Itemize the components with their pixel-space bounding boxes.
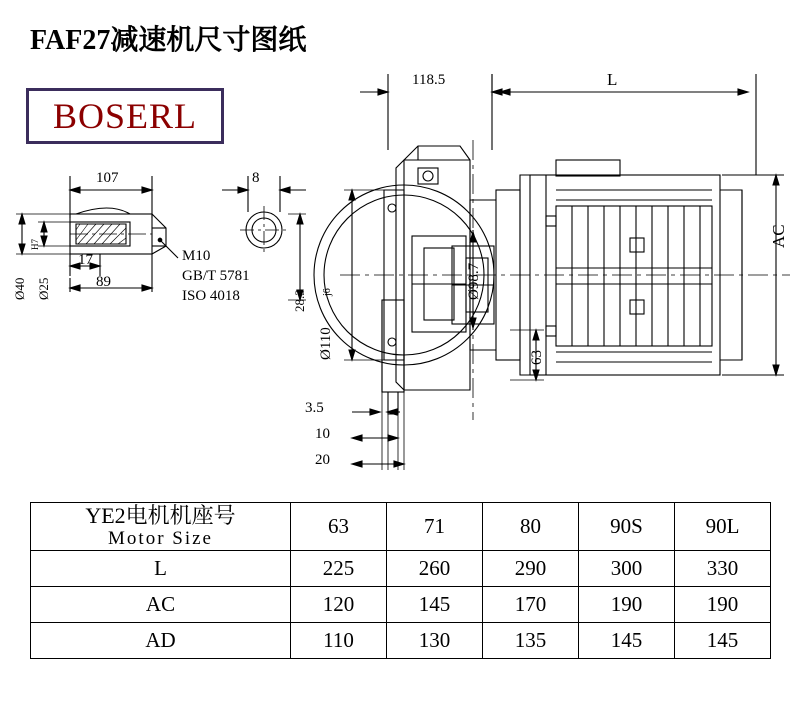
row-header-motor-size [31,503,291,551]
dim-AC-label: AC [769,224,788,248]
cell-AD-90l: 145 [675,623,771,659]
dim-98-7-label: Ø98.7 [466,262,482,300]
dim-10-label: 10 [315,426,330,442]
table-row [31,587,771,623]
motor-size-80: 80 [483,503,579,551]
dim-107-label: 107 [96,170,119,186]
motor-size-90s: 90S [579,503,675,551]
brand-logo-text: BOSERL [52,96,198,136]
row-label-L: L [31,551,291,587]
std-gbt5781-label: GB/T 5781 [182,268,250,284]
dim-110-label: Ø110 [318,327,334,360]
dim-25h7-tolerance-label: H7 [30,239,40,250]
cell-L-80: 290 [483,551,579,587]
motor-size-63: 63 [291,503,387,551]
dim-L-label: L [607,70,618,89]
thread-m10-label: M10 [182,248,211,264]
dim-110-tolerance-label: j6 [322,288,333,296]
cell-AC-80: 170 [483,587,579,623]
motor-size-table [30,502,771,659]
row-header-motor-size-en: Motor Size [108,528,213,550]
std-iso4018-label: ISO 4018 [182,288,240,304]
dim-40-label: Ø40 [12,277,27,300]
cell-AC-90s: 190 [579,587,675,623]
table-row [31,623,771,659]
dim-3-5-label: 3.5 [305,400,324,416]
dim-63-label: 63 [529,350,545,365]
motor-size-71: 71 [387,503,483,551]
dim-8-label: 8 [252,170,260,186]
cell-AD-90s: 145 [579,623,675,659]
dim-118-5-label: 118.5 [412,72,446,88]
cell-L-90s: 300 [579,551,675,587]
cell-L-63: 225 [291,551,387,587]
table-row [31,551,771,587]
motor-size-90l: 90L [675,503,771,551]
row-label-AD: AD [31,623,291,659]
row-header-motor-size-cn: YE2电机机座号 [85,503,236,528]
dim-25h7-label: Ø25 [36,277,51,300]
dim-89-label: 89 [96,274,111,290]
cell-AD-80: 135 [483,623,579,659]
page-title: FAF27减速机尺寸图纸 [30,25,307,56]
dim-20-label: 20 [315,452,330,468]
cell-L-90l: 330 [675,551,771,587]
cell-AC-71: 145 [387,587,483,623]
cell-AD-71: 130 [387,623,483,659]
row-label-AC: AC [31,587,291,623]
cell-L-71: 260 [387,551,483,587]
cell-AC-90l: 190 [675,587,771,623]
cell-AD-63: 110 [291,623,387,659]
dim-28-3-label: 28.3 [292,289,307,312]
cell-AC-63: 120 [291,587,387,623]
dim-17-label: 17 [78,252,93,268]
